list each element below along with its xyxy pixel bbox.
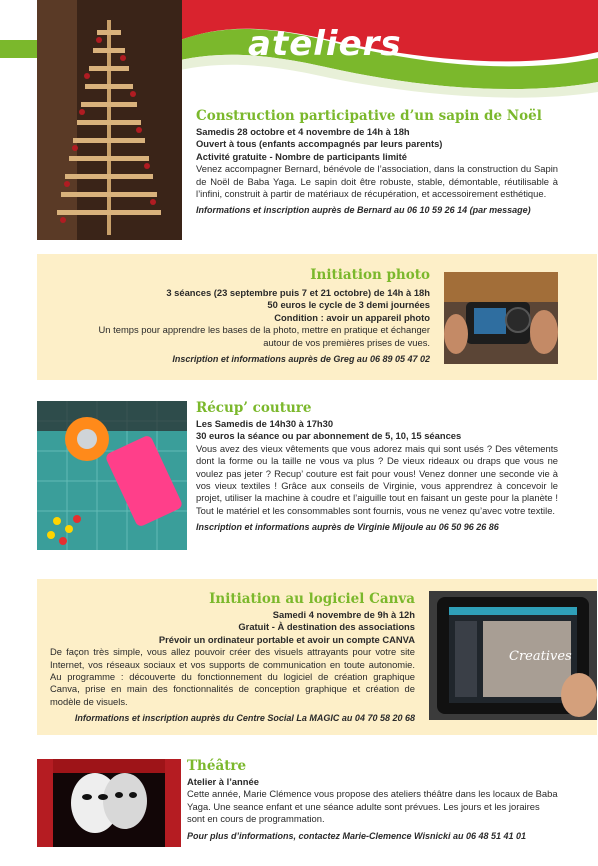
info-line: Prévoir un ordinateur portable et avoir un compte CANVA xyxy=(158,633,415,645)
info-line: Atelier à l’année xyxy=(187,776,259,787)
section-body-sapin xyxy=(196,126,558,217)
section-title-photo: Initiation photo xyxy=(310,267,430,283)
section-body-theatre xyxy=(187,776,559,842)
description: Vous avez des vieux vêtements que vous adorez mais qui sont usés ? Des vêtements dont la forme ou la taille ne vous va plus ? De vieux rideaux ou draps que vous ne voulez pas jeter ? Recup’ couture est fait pour vous! Venez donner une seconde vie à vos vieux textiles ! Grâce aux conseils de Virginie, vous apprendrez à concevoir le projet, utiliser la machine à coudre et l’aiguille tout en faisant un geste pour la planète ! Tout le matériel et les consommables sont fournis, vous ne venez qu’avec votre textile. xyxy=(196,442,558,516)
info-line: Ouvert à tous (enfants accompagnés par leurs parents) xyxy=(196,138,443,150)
description: Cette année, Marie Clémence vous propose des ateliers théâtre dans les locaux de Baba Yaga. Une seance enfant et une séance adulte sont prévues. Les jours et les joraires sont en cours de programmation. xyxy=(187,788,558,825)
contact-line: Informations et inscription auprès de Bernard au 06 10 59 26 14 (par message) xyxy=(196,205,531,216)
tablet-image-text: Creatives xyxy=(509,649,572,664)
info-line: Gratuit - À destination des associations xyxy=(238,621,415,633)
info-line: 30 euros la séance ou par abonnement de 5, 10, 15 séances xyxy=(196,430,462,442)
contact-line: Informations et inscription auprès du Centre Social La MAGIC au 04 70 58 20 68 xyxy=(74,713,415,724)
contact-line: Inscription et informations auprès de Virginie Mijoule au 06 50 96 26 86 xyxy=(196,522,499,533)
info-line: Activité gratuite - Nombre de participants limité xyxy=(196,150,407,162)
info-line: Samedis 28 octobre et 4 novembre de 14h à 18h xyxy=(196,126,410,137)
description: Un temps pour apprendre les bases de la photo, mettre en pratique et échanger autour de vos premières prises de vues. xyxy=(98,324,430,348)
info-line: Les Samedis de 14h30 à 17h30 xyxy=(196,418,334,429)
info-line: 3 séances (23 septembre puis 7 et 21 octobre) de 14h à 18h xyxy=(166,287,430,298)
section-title-sapin: Construction participative d’un sapin de Noël xyxy=(196,108,542,124)
info-line: Samedi 4 novembre de 9h à 12h xyxy=(272,609,415,620)
tablet-canva-image xyxy=(429,591,597,720)
section-body-couture xyxy=(196,418,558,534)
theatre-masks-image xyxy=(37,759,181,847)
info-line: Condition : avoir un appareil photo xyxy=(274,311,430,323)
description: De façon très simple, vous allez pouvoir créer des visuels attrayants pour votre site Internet, vos réseaux sociaux et vos supports de communication en toute autonomie. Au programme : découverte du fonctionnement du logiciel de création graphique Canva, prise en main des fonctionnalités de conception graphique et création de modèle de visuels. xyxy=(50,646,415,707)
section-title-canva: Initiation au logiciel Canva xyxy=(209,591,415,607)
section-title-theatre: Théâtre xyxy=(187,758,247,774)
page-title: ateliers xyxy=(248,24,402,64)
christmas-tree-image xyxy=(37,0,182,240)
info-line: 50 euros le cycle de 3 demi journées xyxy=(267,299,430,311)
sewing-image xyxy=(37,401,187,550)
description: Venez accompagner Bernard, bénévole de l’association, dans la construction du Sapin de Noël de Baba Yaga. Le sapin doit être robuste, stable, démontable, réutilisable à l’infini, construit à partir de matériaux de récupération, et accessoirement esthétique. xyxy=(196,163,558,200)
contact-line: Pour plus d’informations, contactez Marie-Clemence Wisnicki au 06 48 51 41 01 xyxy=(187,830,527,841)
contact-line: Inscription et informations auprès de Greg au 06 89 05 47 02 xyxy=(172,354,430,365)
camera-image xyxy=(444,272,558,364)
section-title-couture: Récup’ couture xyxy=(196,400,312,416)
section-body-photo xyxy=(70,287,430,365)
section-body-canva xyxy=(50,609,415,725)
